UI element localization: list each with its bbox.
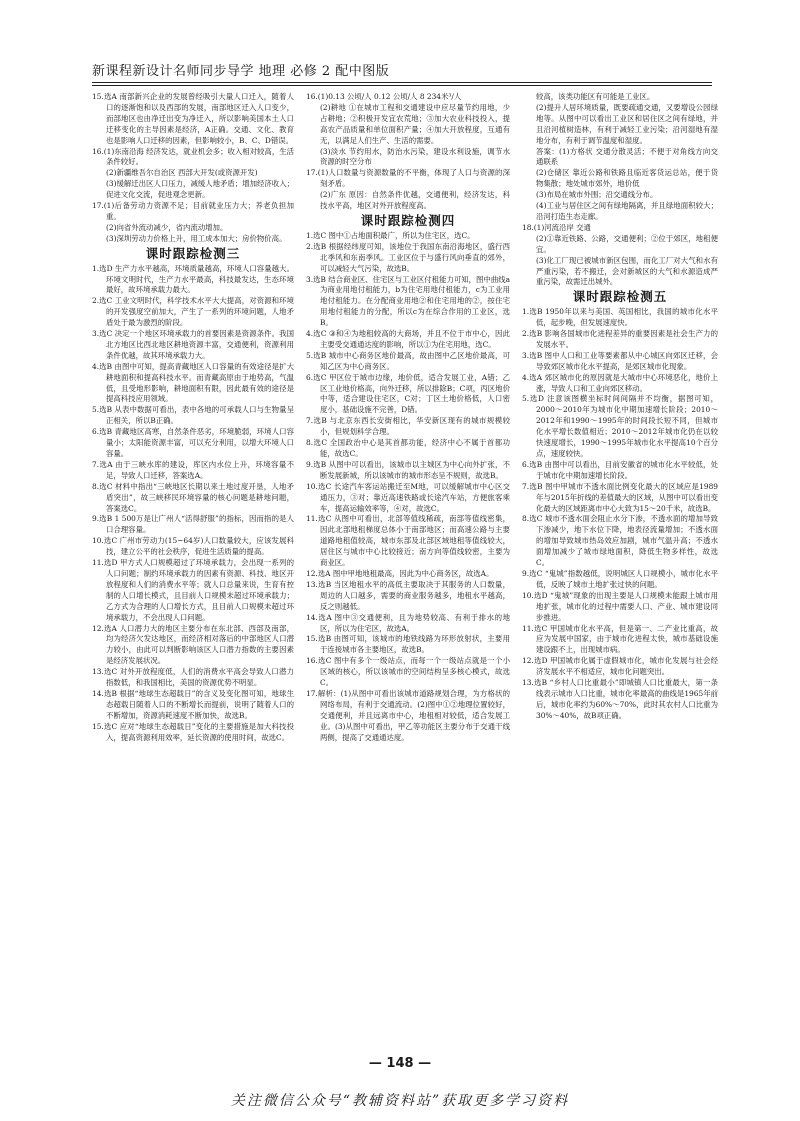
answer-item: 12.选D 甲国城市化属于虚假城市化，城市化发展与社会经济发展水平不相适应，城市化问题突出。 [522,656,718,677]
answer-item: (3)缓解迁出区人口压力，减缓人地矛盾；增加经济收入；促进文化交流，促进观念更新。 [106,179,294,200]
answer-item: 8.选C 材料中指出“三峡地区长期以来土地过度开垦，人地矛盾突出”，故三峡移民环境容量的核心问题是耕地问题，答案选C。 [92,481,294,513]
answer-item: 15.选B 由图可知，该城市的地铁线路为环形放射状，主要用于连接城市各主要地区，故选B。 [306,634,510,655]
answer-item: 10.选C 广州市劳动力(15~64岁)人口数量较大，应该发展科技，建立公平的社会秩序，促进生活质量的提高。 [92,536,294,557]
answer-item: 6.选B 青藏地区高寒，自然条件恶劣，环境脆弱，环境人口容量小；太阳能资源丰富，可以充分利用，以增大环境人口容量。 [92,427,294,458]
answer-item: 9.选B 1 500万是让广州人“活得舒服”的指标，因而指的是人口合理容量。 [92,514,294,535]
answer-item: 17.解析：(1)从图中可看出该城市道路规划合理，为方格状的网络布局，有利于交通流动。(2)图中①②地理位置较好，交通便利，并且远离市中心，地租相对较低，适合发展工业。(3)从图中可看出，甲乙等功能区主要分布于交通干线两侧，提高了交通通达度。 [306,688,510,742]
answer-item: (2)①靠近铁路、公路，交通便利；②位于郊区，地租便宜。 [536,233,718,254]
answer-item: 1.选C 图中①占地面积最广，所以为住宅区，选C。 [306,230,475,240]
answer-item: 6.选C 甲区位于城市边缘，地价低，适合发展工业，A错；乙区工业地价格高，向外迁移，所以排除B；C项，丙区地价中等，适合建设住宅区，C对；丁区土地价格低，人口密度小，基础设施不完善，D错。 [306,372,510,415]
answer-item: 15.选C 应对“地球生态超载日”变化的主要措施是加大科技投入，提高资源利用效率，延长资源的使用时间，故选C。 [92,721,294,742]
section-title: 课时跟踪检测三 [145,245,241,261]
answer-item: 5.选B 城市中心商务区地价最高，故由图中乙区地价最高，可知乙区为中心商务区。 [306,350,510,371]
column-2 [306,92,510,743]
answer-item: 14.选B 根据“地球生态超载日”的含义及变化图可知，地球生态超载日随着人口的不断增长而提前，说明了随着人口的不断增加，资源消耗速度不断加快，故选B。 [92,688,294,720]
section-title: 课时跟踪检测四 [360,212,456,228]
answer-item: 12.选A 图中甲地地租最高，因此为中心商务区，故选A。 [306,568,494,578]
answer-item: 15.选A 南部新兴企业的发展曾经吸引大量人口迁入，随着人口的逐渐饱和以及西部的发展，南部地区迁入人口变少，而部地区也由净迁出变为净迁入，所以影响美国本土人口迁移变化的主导因素是经济，A正确。交通、文化、教育也是影响人口迁移的因素，但影响较小，B、C、D错误。 [92,92,294,145]
answer-item: 13.选B 当区地租水平的高低主要取决于其服务的人口数量，周边的人口越多，需要的商业服务越多，地租水平越高，反之则越低。 [306,579,510,611]
answer-item: 16.(1)东南沿海 经济发达，就业机会多；收入相对较高，生活条件较好。 [92,146,294,167]
answer-item: (2)耕地 ①在城市工程和交通建设中应尽量节约用地，少占耕地；②积极开发宜农荒地；③加大农业科技投入，提高农产品质量和单位面积产量；④加大开放程度，互通有无，以满足人们生产、生活的需要。 [320,102,510,145]
answer-item: 答案：(1)方格状 交通分散灵活；不便于对角线方向交通联系 [536,146,718,167]
answer-item: 8.选C 全国政治中心是其首都功能，经济中心不属于首都功能，故选C。 [306,438,510,458]
answer-item: 10.选C 长途汽车客运站搬迁至M地，可以缓解城市中心区交通压力，③对；靠近高速铁路或长途汽车站，方便旅客乘车，提高运输效率等，④对，故选C。 [306,481,510,513]
answer-item: 8.选C 城市不透水面会阻止水分下渗，不透水面的增加导致下渗减少，地下水位下降，地表径流量增加；不透水面的增加导致城市热岛效应加剧，城市气温升高；不透水面增加减少了城市绿地面积，降低生物多样性，故选C。 [522,514,718,568]
answer-item: 4.选C ③和④为地租较高的大商场，并且不位于市中心，因此主要受交通通达度的影响，所以①为住宅用地，选C。 [306,329,510,349]
answer-item: 9.选B 从图中可以看出，该城市以主城区为中心向外扩张，不断发展新城，所以该城市的城市形态呈不规则，故选B。 [306,459,510,480]
column-1 [92,92,294,743]
page-number: — 148 — [368,1056,432,1071]
answer-item: (3)淡水 节约用水，防治水污染，建设水利设施，调节水资源的时空分布 [320,146,510,167]
answer-item: 11.选C 从图中可看出，北部等值线稀疏，南部等值线密集，因此北部地租梯度总体小于南部地区；而高速公路与主要道路地租值较高，城市东部及北部区域地租等值线较大，居住区与城市中心比较接近；南方向等值线较密，主要为商业区。 [306,514,510,568]
answer-item: 2.选B 影响各国城市化进程差异的重要因素是社会生产力的发展水平。 [522,329,718,349]
answer-item: 4.选B 由图中可知，提高青藏地区人口容量的有效途径是扩大耕地面积和提高科技水平。而青藏高原由于地势高，气温低，且受地形影响，耕地面积有限，因此最有效的途径是提高科技应用领域。 [92,361,294,404]
answer-item: (2)新疆维吾尔自治区 西部大开发(或资源开发) [106,168,258,178]
answer-item: (3)深圳劳动力价格上升，用工成本加大；房价物价高。 [106,233,287,243]
answer-item: 较高，该类功能区有可能是工业区。 [536,92,655,101]
answer-item: 5.选B 从表中数据可看出，表中各地的可承载人口与生物量呈正相关，所以B正确。 [92,405,294,426]
answer-item: 4.选A 郊区城市化的原因就是大城市中心环境恶化，地价上涨，导致人口和工业向郊区移动。 [522,372,718,393]
answer-item: 16.(1)0.13 公顷/人 0.12 公顷/人 8 234米³/人 [306,92,462,101]
answer-item: 3.选B 图中人口和工业等要素都从中心城区向郊区迁移，会导致郊区城市化水平提高，是郊区城市化现象。 [522,350,718,371]
answer-item: 12.选A 人口潜力大的地区主要分布在东北部、西部及南部，均为经济欠发达地区，而经济相对落后的中部地区人口潜力较小，由此可以判断影响该区人口潜力指数的主要因素是经济发展状况。 [92,623,294,666]
answer-item: 11.选C 甲国城市化水平高，但是第一、二产业比重高，故应为发展中国家，由于城市化进程太快，城市基础设施建设跟不上，出现城市病。 [522,623,718,655]
answer-item: (2)仓储区 靠近公路和铁路且临近客货运总站，便于货物集散；地处城市郊外，地价低 [536,168,718,189]
answer-item: 14.选A 图中③交通便利，且为地势较高、有利于排水的地区，所以为住宅区，故选A。 [306,612,510,633]
answer-item: 6.选B 由图中可以看出，目前安徽省的城市化水平较低，处于城市化中期加速增长阶段。 [522,459,718,480]
footer-note: 关注微信公众号“教辅资料站”获取更多学习资料 [230,1093,570,1109]
column-3 [522,92,718,722]
answer-item: 3.选B 结合商业区、住宅区与工业区付租能力可知，图中曲线a为商业用地付租能力，b为住宅用地付租能力，c为工业用地付租能力。在分配商业用地②和住宅用地的②，按住宅用地付租能力的分配，所以c为在综合作用的工业区，选B。 [306,274,511,328]
answer-item: 17.(1)后备劳动力资源不足；目前就业压力大；养老负担加重。 [92,201,294,221]
answer-item: 7.选B 图中甲城市不透水面比例变化最大的区域应是1989年与2015年折线的差值最大的区域，从图中可以看出变化最大的区域距离市中心大致为15～20千米，故选B。 [522,481,718,513]
answer-item: 16.选C 图中有多个一级站点，而每一个一级站点就是一个小区域的核心，所以该城市的空间结构呈多核心模式，故选C。 [306,656,510,688]
answer-item: (2)提升人居环境质量，既要疏通交通，又要增设公园绿地等。从图中可以看出工业区和居住区之间有绿地，并且沿河植树造林，有利于减轻工业污染；沿河湿地有湿地分布，有利于调节温度和湿度。 [536,102,718,145]
answer-item: (4)工业与居住区之间有绿地隔离，并且绿地面积较大；沿河打造生态走廊。 [536,201,718,221]
answer-item: 2.选C 工业文明时代，科学技术水平大大提高，对资源和环境的开发强度空前加大，产生了一系列的环境问题，人地矛盾处于最为激烈的阶段。 [92,296,294,328]
header-rule [92,82,712,86]
answer-item: (3)布局在城市外围；沿交通线分布。 [536,190,658,200]
answer-item: 13.选C 对外开放程度低，人们的消费水平高会导致人口潜力指数低，和我国相比，美国的资源优势不明显。 [92,667,294,688]
answer-item: 7.选B 与北京东西长安街相比，华安新区现有的城市规模较小，但规划科学合理。 [306,416,510,437]
answer-item: 3.选C 决定一个地区环境承载力的首要因素是资源条件。我国北方地区比西北地区耕地资源丰富，交通便利，资源利用条件优越，故其环境承载力大。 [92,329,294,360]
answer-item: 17.(1)人口数量与资源数量的不平衡，体现了人口与资源的深刻矛盾。 [306,168,510,189]
answer-item: 13.选B “乡村人口比重最小”即城镇人口比重最大，第一条线表示城市人口比重，城市化率最高的曲线是1965年前后，城市化率约为60%～70%，此时其农村人口比重为30%～40%，故B项正确。 [522,678,718,720]
page-header: 新课程新设计名师同步导学 地理 必修 2 配中图版 [92,64,390,79]
answer-item: 5.选D 注意该图横坐标时间间隔并不均衡，据图可知，2000～2010年为城市化中期加速增长阶段；2010～2012年和1990～1995年的时间段长短不同，但城市化水平增长数值相近；2010～2012年城市化仍在以较快速度增长，1990～1995年城市化水平提高10个百分点，速度较快。 [522,394,718,458]
answer-item: 11.选D 甲方式人口规模超过了环境承载力，会出现一系列的人口问题；制约环境承载力的因素有资源、科技、地区开放程度和人们的消费水平等；就人口总量来说，生育有控制的人口增长模式，且目前人口规模未超过环境承载力；乙方式为合理的人口增长方式，且目前人口规模未超过环境承载力，不会出现人口问题。 [92,558,294,622]
answer-item: (2)广东 原因：自然条件优越，交通便利，经济发达，科技水平高，地区对外开放程度高。 [320,190,510,211]
answer-item: (3)化工厂现已被城市新区包围，而化工厂对大气和水有严重污染，若不搬迁，会对新城区的大气和水源造成严重污染，故需迁出城外。 [536,255,718,287]
answer-item: 18.(1)河流沿岸 交通 [522,222,591,232]
answer-item: 9.选C “鬼城”指数越低，说明城区人口规模小，城市化水平低，反映了城市土地扩张过快的问题。 [522,568,718,589]
section-title: 课时跟踪检测五 [572,289,668,305]
answer-item: 1.选B 1950年以来与美国、英国相比，我国的城市化水平低，起步晚，但发展速度快。 [522,307,718,328]
answer-item: 7.选A 由于三峡水库的建设，库区内水位上升，环境容量不足，导致人口迁移，答案选A。 [92,459,294,480]
answer-item: 1.选D 生产力水平越高，环境质量越高，环境人口容量越大。环境文明时代，生产力水平最高，科技最发达，生态环境最好，故环境承载力最大。 [92,263,294,295]
answer-item: 10.选D “鬼城”现象的出现主要是人口规模未能跟上城市用地扩张，城市化的过程中需要人口、产业、城市建设同步推进。 [522,590,718,622]
answer-item: 2.选B 根据经纬度可知，该地位于我国东南沿海地区，盛行西北季风和东南季风。工业区位于与盛行风向垂直的郊外，可以减轻大气污染，故选B。 [306,241,510,273]
answer-item: (2)向省外流动减少，省内流动增加。 [106,222,228,232]
